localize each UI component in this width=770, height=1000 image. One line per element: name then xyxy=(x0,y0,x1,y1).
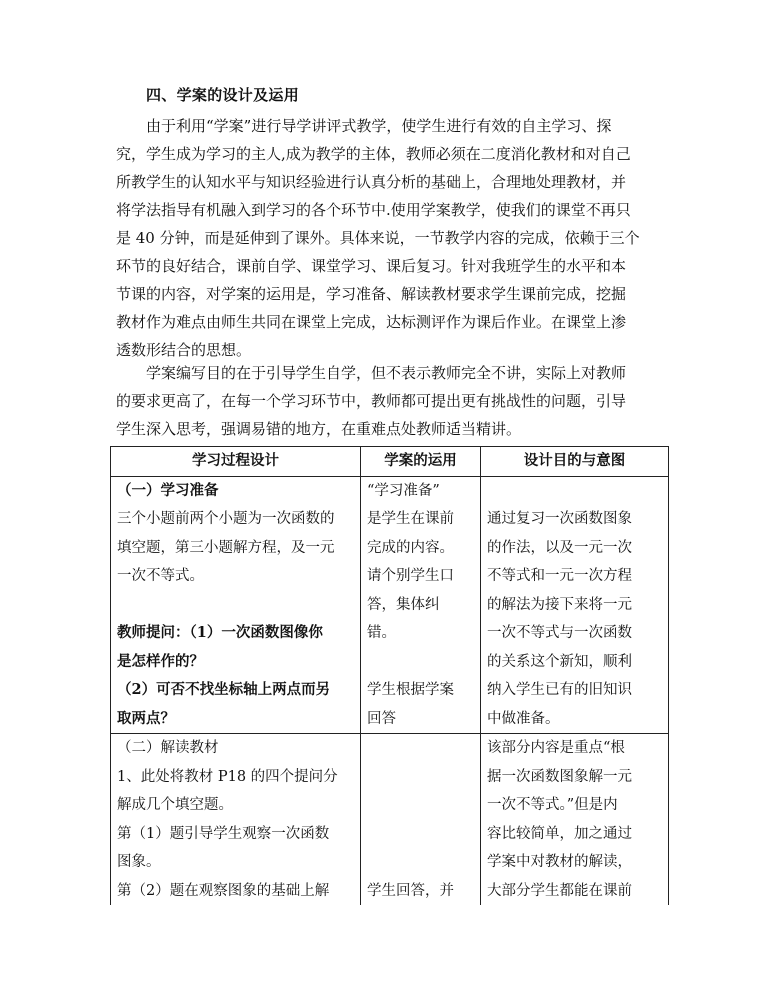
paragraph-line: 节课的内容，对学案的运用是，学习准备、解读教材要求学生课前完成，挖掘 xyxy=(116,285,627,303)
cell-line: 填空题，第三小题解方程，及一元 xyxy=(117,539,335,556)
paragraph-line: 环节的良好结合，课前自学、课堂学习、课后复习。针对我班学生的水平和本 xyxy=(116,257,627,275)
cell-line: 请个别学生口 xyxy=(367,568,454,584)
cell-line: 三个小题前两个小题为一次函数的 xyxy=(117,511,335,527)
cell-process-design xyxy=(111,734,361,906)
cell-line: 是怎样作的？ xyxy=(117,652,204,670)
paragraph-line: 将学法指导有机融入到学习的各个环节中.使用学案教学，使我们的课堂不再只 xyxy=(116,201,631,219)
cell-line: 完成的内容。 xyxy=(367,539,454,556)
cell-purpose-intent xyxy=(481,476,669,734)
cell-line: 教师提问：（1）一次函数图像你 xyxy=(117,624,323,641)
cell-line: “学习准备” xyxy=(367,482,440,499)
cell-spacer xyxy=(367,648,474,677)
paragraph-line: 是 40 分钟，而是延伸到了课外。具体来说，一节教学内容的完成，依赖于三个 xyxy=(116,229,640,247)
cell-spacer xyxy=(367,791,474,820)
cell-plan-usage xyxy=(361,734,481,906)
header-process-design: 学习过程设计 xyxy=(111,447,361,477)
cell-plan-usage xyxy=(361,476,481,734)
paragraph-line: 学生深入思考，强调易错的地方，在重难点处教师适当精讲。 xyxy=(116,420,522,438)
cell-line: 一次不等式。”但是内 xyxy=(487,797,618,813)
cell-line: 据一次函数图象解一元 xyxy=(487,768,632,785)
paragraph-line: 教材作为难点由师生共同在课堂上完成，达标测评作为课后作业。在课堂上渗 xyxy=(116,313,627,331)
cell-subheading: （一）学习准备 xyxy=(117,481,219,499)
cell-spacer xyxy=(367,734,474,763)
cell-line: 通过复习一次函数图象 xyxy=(487,511,632,527)
cell-line: 第（2）题在观察图象的基础上解 xyxy=(117,882,330,899)
header-purpose-intent: 设计目的与意图 xyxy=(481,447,669,477)
cell-line: 答，集体纠 xyxy=(367,596,440,613)
cell-line: 图象。 xyxy=(117,854,161,870)
cell-line: 该部分内容是重点“根 xyxy=(487,740,625,756)
cell-line: 学案中对教材的解读， xyxy=(487,854,632,870)
table-header-row xyxy=(111,447,669,477)
cell-line: 中做准备。 xyxy=(487,710,560,727)
cell-line: 一次不等式与一次函数 xyxy=(487,625,632,641)
table-row xyxy=(111,476,669,734)
cell-line: （2）可否不找坐标轴上两点而另 xyxy=(117,681,331,698)
section-heading: 四、学案的设计及运用 xyxy=(146,86,300,104)
cell-purpose-intent xyxy=(481,734,669,906)
cell-line: 解成几个填空题。 xyxy=(117,797,233,813)
cell-line: 一次不等式。 xyxy=(117,568,204,584)
cell-line: 的解法为接下来将一元 xyxy=(487,596,632,613)
cell-line: 是学生在课前 xyxy=(367,511,454,527)
cell-spacer xyxy=(367,763,474,792)
cell-line: 大部分学生都能在课前 xyxy=(487,882,632,899)
paragraph-design-usage xyxy=(116,112,664,364)
header-plan-usage: 学案的运用 xyxy=(361,447,481,477)
cell-line: 的关系这个新知，顺利 xyxy=(487,653,632,670)
lesson-plan-table xyxy=(110,446,669,905)
cell-line: （二）解读教材 xyxy=(117,740,219,756)
paragraph-line: 由于利用“学案”进行导学讲评式教学，使学生进行有效的自主学习、探 xyxy=(146,117,612,135)
cell-spacer xyxy=(117,591,354,620)
cell-line: 1、此处将教材 P18 的四个提问分 xyxy=(117,768,338,785)
cell-process-design xyxy=(111,476,361,734)
table-row xyxy=(111,734,669,906)
cell-spacer xyxy=(487,477,662,506)
paragraph-line: 透数形结合的思想。 xyxy=(116,341,252,359)
cell-line: 学生回答，并 xyxy=(367,882,454,899)
cell-line: 容比较简单，加之通过 xyxy=(487,825,632,842)
cell-line: 取两点？ xyxy=(117,709,175,727)
paragraph-line: 究，学生成为学习的主人,成为教学的主体，教师必须在二度消化教材和对自己 xyxy=(116,145,631,163)
cell-spacer xyxy=(367,848,474,877)
paragraph-writing-purpose xyxy=(116,359,664,443)
paragraph-line: 学案编写目的在于引导学生自学，但不表示教师完全不讲，实际上对教师 xyxy=(146,364,627,382)
cell-line: 的作法，以及一元一次 xyxy=(487,539,632,556)
cell-line: 不等式和一元一次方程 xyxy=(487,568,632,584)
cell-line: 错。 xyxy=(367,625,396,641)
cell-line: 回答 xyxy=(367,710,396,727)
cell-line: 学生根据学案 xyxy=(367,682,454,698)
cell-line: 纳入学生已有的旧知识 xyxy=(487,682,632,698)
paragraph-line: 的要求更高了，在每一个学习环节中，教师都可提出更有挑战性的问题，引导 xyxy=(116,392,627,410)
paragraph-line: 所教学生的认知水平与知识经验进行认真分析的基础上，合理地处理教材，并 xyxy=(116,173,627,191)
cell-line: 第（1）题引导学生观察一次函数 xyxy=(117,825,330,842)
cell-spacer xyxy=(367,820,474,849)
